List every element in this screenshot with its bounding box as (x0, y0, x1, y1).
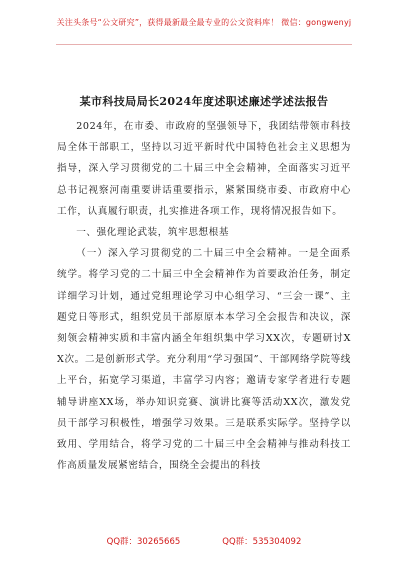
promo-header (0, 0, 408, 44)
header-divider (56, 44, 352, 45)
qq-group-1: QQ群：30265665 (106, 537, 181, 547)
body-paragraph: （一）深入学习贯彻党的二十届三中全会精神。一是全面系统学。将学习党的二十届三中全会精神作为首要政治任务，制定详细学习计划，通过党组理论学习中心组学习、“三会一课”、主题党日等形式，组织党员干部原原本本学习全会报告和决议，深刻领会精神实质和丰富内涵全年组织集中学习XX次，专题研讨XX次。二是创新形式学。充分利用“学习强国”、干部网络学院等线上平台，拓宽学习渠道，丰富学习内容；邀请专家学者进行专题辅导讲座XX场，举办知识竞赛、演讲比赛等活动XX次，激发党员干部学习积极性，增强学习效果。三是联系实际学。坚持学以致用、学用结合，将学习党的二十届三中全会精神与推动科技工作高质量发展紧密结合，围绕全会提出的科技 (57, 248, 351, 472)
promo-header-text: 关注头条号“公文研究”，获得最新最全最专业的公文资料库！ 微信：gongwenyj (56, 17, 352, 27)
qq-group-2: QQ群：535304092 (222, 537, 302, 547)
document-title: 某市科技局局长2024年度述职述廉述学述法报告 (79, 95, 329, 108)
document-body (57, 116, 351, 476)
section-heading: 一、强化理论武装，筑牢思想根基 (76, 227, 230, 239)
intro-paragraph: 2024年，在市委、市政府的坚强领导下，我团结带领市科技局全体干部职工，坚持以习近平新时代中国特色社会主义思想为指导，深入学习贯彻党的二十届三中全会精神，全面落实习近平总书记视察河南重要讲话重要指示，紧紧围绕市委、市政府中心工作，认真履行职责，扎实推进各项工作，现将情况报告如下。 (57, 121, 351, 217)
promo-footer (0, 535, 408, 547)
